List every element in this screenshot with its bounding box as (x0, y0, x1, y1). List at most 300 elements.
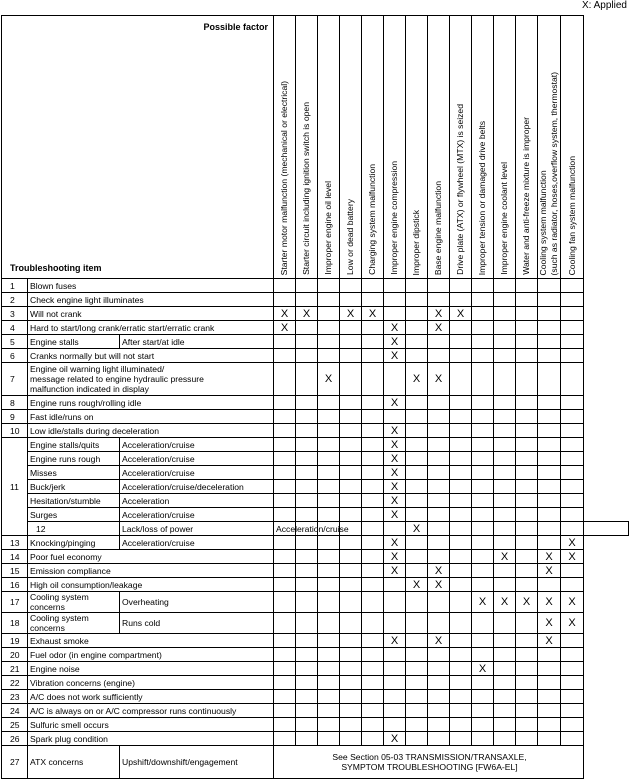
empty-cell (296, 410, 318, 424)
empty-cell (494, 732, 516, 746)
empty-cell (561, 634, 584, 648)
empty-cell (428, 592, 450, 613)
empty-cell (472, 690, 494, 704)
table-row (2, 522, 629, 536)
troubleshooting-item-label: Troubleshooting item (10, 263, 102, 273)
row-number: 24 (2, 704, 28, 718)
empty-cell (274, 424, 296, 438)
applied-mark: X (274, 307, 296, 321)
empty-cell (318, 466, 340, 480)
empty-cell (561, 410, 584, 424)
empty-cell (340, 279, 362, 293)
empty-cell (406, 536, 428, 550)
row-item: Engine oil warning light illuminated/ message related to engine hydraulic pressure malfunction indicated in display (28, 363, 274, 396)
empty-cell (428, 732, 450, 746)
empty-cell (428, 718, 450, 732)
empty-cell (406, 676, 428, 690)
empty-cell (561, 480, 584, 494)
applied-mark: X (472, 662, 494, 676)
table-row (2, 494, 629, 508)
factor-header-4 (340, 16, 362, 279)
empty-cell (406, 349, 428, 363)
empty-cell (362, 279, 384, 293)
applied-mark: X (384, 634, 406, 648)
row-item: Fast idle/runs on (28, 410, 274, 424)
applied-mark: X (561, 550, 584, 564)
empty-cell (561, 452, 584, 466)
empty-cell (516, 410, 538, 424)
empty-cell (318, 648, 340, 662)
empty-cell (561, 424, 584, 438)
empty-cell (296, 508, 318, 522)
empty-cell (428, 690, 450, 704)
empty-cell (538, 452, 561, 466)
empty-cell (538, 718, 561, 732)
empty-cell (538, 438, 561, 452)
row-condition: Acceleration/cruise (120, 536, 274, 550)
empty-cell (472, 732, 494, 746)
applied-mark: X (538, 564, 561, 578)
factor-header-1 (274, 16, 296, 279)
empty-cell (561, 704, 584, 718)
empty-cell (428, 396, 450, 410)
factor-header-3 (318, 16, 340, 279)
empty-cell (340, 550, 362, 564)
empty-cell (538, 307, 561, 321)
empty-cell (362, 662, 384, 676)
row-number: 5 (2, 335, 28, 349)
empty-cell (561, 690, 584, 704)
empty-cell (428, 522, 450, 536)
factor-header-8 (428, 16, 450, 279)
applied-mark: X (340, 307, 362, 321)
empty-cell (340, 690, 362, 704)
empty-cell (384, 522, 406, 536)
applied-mark: X (362, 307, 384, 321)
empty-cell (450, 732, 472, 746)
table-row (2, 321, 629, 335)
empty-cell (318, 508, 340, 522)
row-item: A/C does not work sufficiently (28, 690, 274, 704)
factor-label: Base engine malfunction (433, 180, 444, 275)
applied-mark: X (384, 564, 406, 578)
empty-cell (472, 321, 494, 335)
empty-cell (362, 396, 384, 410)
empty-cell (428, 452, 450, 466)
empty-cell (516, 494, 538, 508)
table-row (2, 648, 629, 662)
empty-cell (450, 578, 472, 592)
factor-label: Low or dead battery (345, 199, 356, 275)
factor-label: Cooling fan system malfunction (566, 155, 577, 275)
row-number: 1 (2, 279, 28, 293)
empty-cell (472, 634, 494, 648)
applied-mark: X (384, 438, 406, 452)
table-row (2, 466, 629, 480)
empty-cell (538, 676, 561, 690)
empty-cell (561, 732, 584, 746)
empty-cell (362, 293, 384, 307)
empty-cell (428, 676, 450, 690)
table-row (2, 704, 629, 718)
row-number: 3 (2, 307, 28, 321)
table-row (2, 349, 629, 363)
applied-mark: X (494, 550, 516, 564)
row-number: 27 (2, 746, 28, 779)
empty-cell (274, 410, 296, 424)
empty-cell (362, 438, 384, 452)
row-condition: After start/at idle (120, 335, 274, 349)
empty-cell (538, 508, 561, 522)
empty-cell (428, 480, 450, 494)
table-row (2, 307, 629, 321)
row-condition: Overheating (120, 592, 274, 613)
empty-cell (494, 307, 516, 321)
empty-cell (406, 704, 428, 718)
row-number: 4 (2, 321, 28, 335)
empty-cell (296, 550, 318, 564)
empty-cell (472, 307, 494, 321)
empty-cell (274, 662, 296, 676)
empty-cell (494, 466, 516, 480)
applied-mark: X (384, 396, 406, 410)
empty-cell (428, 704, 450, 718)
empty-cell (561, 363, 584, 396)
empty-cell (472, 438, 494, 452)
empty-cell (296, 592, 318, 613)
empty-cell (362, 704, 384, 718)
empty-cell (494, 676, 516, 690)
empty-cell (516, 732, 538, 746)
empty-cell (538, 279, 561, 293)
empty-cell (450, 279, 472, 293)
applied-mark: X (384, 494, 406, 508)
row-number: 19 (2, 634, 28, 648)
row-item: Knocking/pinging (28, 536, 120, 550)
empty-cell (472, 536, 494, 550)
empty-cell (538, 424, 561, 438)
empty-cell (296, 363, 318, 396)
row-number: 23 (2, 690, 28, 704)
empty-cell (406, 648, 428, 662)
empty-cell (450, 522, 472, 536)
table-row (2, 578, 629, 592)
empty-cell (472, 508, 494, 522)
empty-cell (472, 676, 494, 690)
row-number: 6 (2, 349, 28, 363)
row-condition: Runs cold (120, 613, 274, 634)
empty-cell (494, 438, 516, 452)
empty-cell (494, 718, 516, 732)
empty-cell (406, 452, 428, 466)
applied-mark: X (384, 550, 406, 564)
table-row (2, 424, 629, 438)
empty-cell (318, 550, 340, 564)
empty-cell (296, 424, 318, 438)
applied-mark: X (538, 592, 561, 613)
factor-header-7 (406, 16, 428, 279)
empty-cell (296, 321, 318, 335)
empty-cell (561, 335, 584, 349)
empty-cell (318, 438, 340, 452)
empty-cell (384, 279, 406, 293)
empty-cell (362, 718, 384, 732)
empty-cell (472, 279, 494, 293)
empty-cell (428, 438, 450, 452)
row-number: 12 (28, 522, 120, 536)
empty-cell (450, 592, 472, 613)
empty-cell (274, 634, 296, 648)
empty-cell (494, 522, 516, 536)
empty-cell (362, 732, 384, 746)
empty-cell (274, 613, 296, 634)
table-row (2, 718, 629, 732)
applied-mark: X (384, 349, 406, 363)
empty-cell (274, 550, 296, 564)
empty-cell (516, 522, 538, 536)
empty-cell (450, 634, 472, 648)
empty-cell (561, 578, 584, 592)
empty-cell (561, 349, 584, 363)
table-row (2, 536, 629, 550)
factor-label: Improper engine compression (389, 161, 400, 275)
empty-cell (406, 662, 428, 676)
empty-cell (450, 508, 472, 522)
empty-cell (450, 494, 472, 508)
empty-cell (406, 634, 428, 648)
empty-cell (538, 494, 561, 508)
empty-cell (274, 452, 296, 466)
empty-cell (428, 279, 450, 293)
table-row (2, 564, 629, 578)
empty-cell (516, 279, 538, 293)
factor-header-10 (472, 16, 494, 279)
empty-cell (384, 662, 406, 676)
empty-cell (428, 494, 450, 508)
empty-cell (516, 704, 538, 718)
row-item: Exhaust smoke (28, 634, 274, 648)
empty-cell (494, 536, 516, 550)
empty-cell (296, 690, 318, 704)
empty-cell (406, 550, 428, 564)
empty-cell (362, 564, 384, 578)
empty-cell (516, 564, 538, 578)
empty-cell (318, 564, 340, 578)
empty-cell (472, 335, 494, 349)
empty-cell (362, 648, 384, 662)
applied-mark: X (318, 363, 340, 396)
row-item: Engine noise (28, 662, 274, 676)
empty-cell (296, 536, 318, 550)
row-item: Misses (28, 466, 120, 480)
row-number: 9 (2, 410, 28, 424)
row-item: Sulfuric smell occurs (28, 718, 274, 732)
empty-cell (494, 613, 516, 634)
empty-cell (318, 293, 340, 307)
applied-mark: X (384, 321, 406, 335)
empty-cell (450, 438, 472, 452)
empty-cell (494, 293, 516, 307)
applied-mark: X (406, 522, 428, 536)
empty-cell (318, 634, 340, 648)
empty-cell (561, 648, 584, 662)
row-condition: Acceleration/cruise (120, 438, 274, 452)
row-item: Vibration concerns (engine) (28, 676, 274, 690)
empty-cell (538, 349, 561, 363)
empty-cell (274, 676, 296, 690)
applied-mark: X (494, 592, 516, 613)
table-row (2, 550, 629, 564)
table-row (2, 732, 629, 746)
empty-cell (384, 592, 406, 613)
factor-label: Improper dipstick (411, 209, 422, 275)
empty-cell (296, 466, 318, 480)
factor-header-9 (450, 16, 472, 279)
row-number: 2 (2, 293, 28, 307)
empty-cell (516, 578, 538, 592)
empty-cell (318, 335, 340, 349)
empty-cell (384, 578, 406, 592)
empty-cell (450, 704, 472, 718)
empty-cell (494, 363, 516, 396)
empty-cell (494, 494, 516, 508)
table-row (2, 480, 629, 494)
empty-cell (516, 452, 538, 466)
factor-label: Cooling system malfunction (such as radiator, hoses,overflow system, thermostat) (538, 71, 560, 275)
table-row (2, 746, 629, 779)
empty-cell (318, 536, 340, 550)
table-row (2, 690, 629, 704)
empty-cell (384, 718, 406, 732)
empty-cell (406, 424, 428, 438)
factor-header-5 (362, 16, 384, 279)
empty-cell (274, 592, 296, 613)
empty-cell (516, 335, 538, 349)
empty-cell (362, 424, 384, 438)
empty-cell (450, 349, 472, 363)
row-number: 18 (2, 613, 28, 634)
row-item: Check engine light illuminates (28, 293, 274, 307)
row-item: Low idle/stalls during deceleration (28, 424, 274, 438)
empty-cell (296, 648, 318, 662)
empty-cell (472, 396, 494, 410)
empty-cell (561, 718, 584, 732)
empty-cell (318, 396, 340, 410)
empty-cell (318, 307, 340, 321)
empty-cell (406, 279, 428, 293)
empty-cell (274, 466, 296, 480)
empty-cell (296, 564, 318, 578)
empty-cell (406, 613, 428, 634)
applied-mark: X (384, 536, 406, 550)
empty-cell (362, 613, 384, 634)
empty-cell (561, 676, 584, 690)
empty-cell (362, 335, 384, 349)
empty-cell (296, 480, 318, 494)
row-item: Buck/jerk (28, 480, 120, 494)
empty-cell (406, 321, 428, 335)
empty-cell (296, 279, 318, 293)
empty-cell (274, 578, 296, 592)
empty-cell (561, 438, 584, 452)
row-number: 20 (2, 648, 28, 662)
applied-mark: X (406, 363, 428, 396)
factor-label: Charging system malfunction (367, 164, 378, 275)
empty-cell (296, 396, 318, 410)
empty-cell (274, 279, 296, 293)
empty-cell (362, 536, 384, 550)
table-row (2, 613, 629, 634)
row-number: 15 (2, 564, 28, 578)
empty-cell (340, 480, 362, 494)
empty-cell (428, 293, 450, 307)
factor-label: Starter motor malfunction (mechanical or electrical) (279, 80, 290, 275)
empty-cell (494, 648, 516, 662)
empty-cell (274, 564, 296, 578)
row-number: 11 (2, 438, 28, 536)
empty-cell (561, 564, 584, 578)
row-number: 10 (2, 424, 28, 438)
empty-cell (362, 494, 384, 508)
empty-cell (472, 466, 494, 480)
empty-cell (274, 480, 296, 494)
applied-mark: X (428, 321, 450, 335)
empty-cell (450, 466, 472, 480)
empty-cell (274, 704, 296, 718)
empty-cell (472, 410, 494, 424)
row-item: Engine runs rough/rolling idle (28, 396, 274, 410)
table-row (2, 508, 629, 522)
empty-cell (318, 424, 340, 438)
row-number: 25 (2, 718, 28, 732)
empty-cell (274, 349, 296, 363)
empty-cell (561, 466, 584, 480)
empty-cell (318, 676, 340, 690)
empty-cell (296, 452, 318, 466)
empty-cell (296, 578, 318, 592)
empty-cell (406, 592, 428, 613)
empty-cell (274, 690, 296, 704)
empty-cell (516, 508, 538, 522)
empty-cell (516, 480, 538, 494)
empty-cell (494, 634, 516, 648)
empty-cell (274, 293, 296, 307)
empty-cell (384, 307, 406, 321)
row-condition: Acceleration/cruise (120, 466, 274, 480)
empty-cell (318, 732, 340, 746)
empty-cell (516, 536, 538, 550)
factor-label: Improper engine oil level (323, 181, 334, 275)
row-item: Fuel odor (in engine compartment) (28, 648, 274, 662)
empty-cell (362, 321, 384, 335)
table-row (2, 452, 629, 466)
empty-cell (340, 536, 362, 550)
applied-mark: X (538, 634, 561, 648)
empty-cell (340, 676, 362, 690)
empty-cell (428, 466, 450, 480)
empty-cell (472, 704, 494, 718)
empty-cell (450, 536, 472, 550)
empty-cell (538, 522, 561, 536)
factor-label: Drive plate (ATX) or flywheel (MTX) is seized (455, 104, 466, 275)
empty-cell (340, 578, 362, 592)
empty-cell (318, 494, 340, 508)
empty-cell (318, 704, 340, 718)
empty-cell (362, 522, 384, 536)
applied-mark: X (384, 480, 406, 494)
applied-mark: X (450, 307, 472, 321)
empty-cell (494, 662, 516, 676)
